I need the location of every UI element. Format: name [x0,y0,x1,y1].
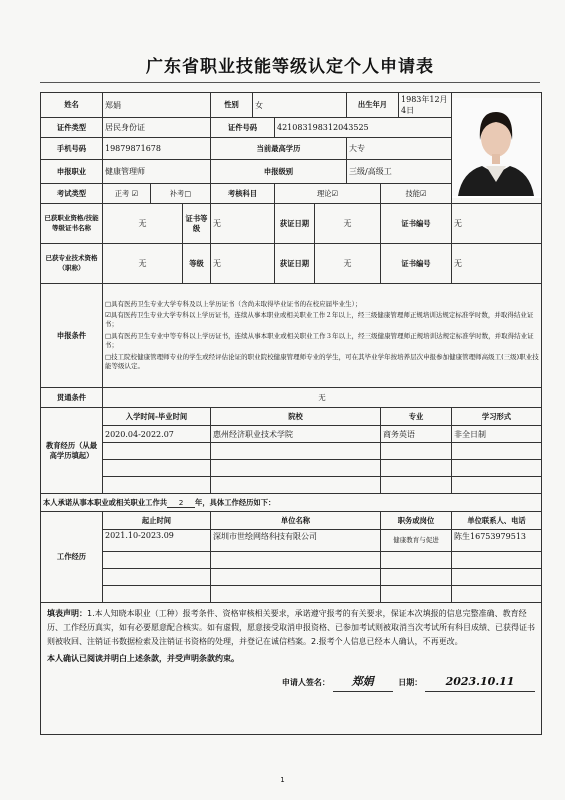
edu-header-major: 专业 [381,408,452,426]
work-header-position: 职务或岗位 [381,512,452,530]
label-id-no: 证件号码 [211,118,275,138]
edu-mode[interactable]: 非全日制 [452,426,542,443]
field-level[interactable]: 三级/高级工 [347,160,452,184]
table-row [41,530,542,552]
checkbox-skill[interactable]: 技能☑ [381,184,452,204]
work-empty-cell[interactable] [103,586,211,603]
work-empty-cell[interactable] [381,569,452,586]
table-row [41,443,542,460]
work-empty-cell[interactable] [452,586,542,603]
field-through[interactable]: 无 [103,388,542,408]
condition-item[interactable]: □技工院校健康管理师专业的学生或经评估论证的职业院校健康管理师专业的学生，可在其毕业学年按培养层次申报参加健康管理师高级工(三级)职业技能等级认定。 [105,352,539,371]
label-level: 申报级别 [211,160,347,184]
label-title-level: 等级 [183,244,211,284]
edu-empty-cell[interactable] [211,477,381,494]
label-held-title: 已获专业技术资格（职称） [41,244,103,284]
work-years-commitment [41,494,542,512]
table-row [41,460,542,477]
declaration-body: 1.本人知晓本职业（工种）报考条件、资格审核相关要求，承诺遵守报考的有关要求，保证本次填报的信息完整准确、教育经历、工作经历真实，如有必要愿意配合核实。如有虚假，愿意接受取消申报资格、已参加考试则被取消当次考试所有科目成绩、已获得证书则被收回、注销证书数据检索及注销证书资格的处理，并登记在诚信档案。2.报考个人信息已经本人确认，不再更改。 [47,609,535,646]
signature-label: 申请人签名： [281,678,330,687]
work-position[interactable]: 健康教育与促进 [381,530,452,552]
field-occupation[interactable]: 健康管理师 [103,160,211,184]
work-empty-cell[interactable] [103,552,211,569]
field-name[interactable]: 郑娟 [103,93,211,118]
field-cert-level[interactable]: 无 [211,204,275,244]
application-form-table [40,92,542,735]
field-gender[interactable]: 女 [253,93,347,118]
label-phone: 手机号码 [41,138,103,160]
condition-item[interactable]: □具有医药卫生专业大学专科及以上学历证书（含尚未取得毕业证书的在校应届毕业生）； [105,299,362,308]
table-row [41,552,542,569]
table-row [41,477,542,494]
work-contact[interactable]: 陈生16753979513 [452,530,542,552]
work-empty-cell[interactable] [211,586,381,603]
title-divider [40,82,540,83]
field-title-level[interactable]: 无 [211,244,275,284]
field-held-title[interactable]: 无 [103,244,183,284]
edu-header-period: 入学时间-毕业时间 [103,408,211,426]
commit-text-post: 年，具体工作经历如下： [195,497,276,507]
edu-empty-cell[interactable] [211,443,381,460]
photo-cell [452,93,542,204]
label-acquire-date: 获证日期 [275,204,315,244]
label-conditions: 申报条件 [41,284,103,388]
edu-empty-cell[interactable] [381,477,452,494]
applicant-photo [452,98,541,198]
work-header-period: 起止时间 [103,512,211,530]
work-empty-cell[interactable] [381,552,452,569]
work-empty-cell[interactable] [211,552,381,569]
work-empty-cell[interactable] [381,586,452,603]
edu-period[interactable]: 2020.04-2022.07 [103,426,211,443]
label-occupation: 申报职业 [41,160,103,184]
checkbox-theory[interactable]: 理论☑ [275,184,381,204]
field-title-acquire-date[interactable]: 无 [315,244,381,284]
form-title: 广东省职业技能等级认定个人申请表 [146,57,434,77]
field-id-no[interactable]: 421083198312043525 [275,118,452,138]
work-header-employer: 单位名称 [211,512,381,530]
signature-line [47,672,535,692]
edu-empty-cell[interactable] [381,460,452,477]
portrait-photo-icon [452,98,540,196]
field-cert-no[interactable]: 无 [452,204,542,244]
table-row [41,586,542,603]
declaration-confirm: 本人确认已阅读并明白上述条款，并受声明条款约束。 [47,654,239,663]
commit-years-field[interactable]: 2 [167,498,195,508]
label-edu-history: 教育经历（从最高学历填起） [41,408,103,494]
work-empty-cell[interactable] [452,552,542,569]
edu-empty-cell[interactable] [452,460,542,477]
edu-empty-cell[interactable] [103,460,211,477]
work-empty-cell[interactable] [103,569,211,586]
field-title-cert-no[interactable]: 无 [452,244,542,284]
label-gender: 性别 [211,93,253,118]
edu-empty-cell[interactable] [103,443,211,460]
edu-empty-cell[interactable] [452,443,542,460]
table-row [41,569,542,586]
conditions-list [103,284,542,388]
label-cert-level: 证书等级 [183,204,211,244]
signature-date[interactable]: 2023.10.11 [425,672,535,692]
checkbox-normal-exam[interactable]: 正考 ☑ [103,184,151,204]
declaration-section [41,603,542,735]
label-exam-type: 考试类型 [41,184,103,204]
edu-empty-cell[interactable] [211,460,381,477]
edu-header-school: 院校 [211,408,381,426]
label-education: 当前最高学历 [211,138,347,160]
edu-major[interactable]: 商务英语 [381,426,452,443]
edu-empty-cell[interactable] [103,477,211,494]
date-label: 日期： [398,678,423,687]
work-period[interactable]: 2021.10-2023.09 [103,530,211,552]
edu-header-mode: 学习形式 [452,408,542,426]
label-through: 贯通条件 [41,388,103,408]
label-name: 姓名 [41,93,103,118]
label-title-cert-no: 证书编号 [381,244,452,284]
field-birth[interactable]: 1983年12月4日 [399,93,452,118]
checkbox-retake-exam[interactable]: 补考□ [151,184,211,204]
work-employer[interactable]: 深圳市世绘网络科技有限公司 [211,530,381,552]
condition-item[interactable]: ☑具有医药卫生专业大学专科以上学历证书，连续从事本职业或相关职业工作２年以上，经三级健康管理师正规培训达规定标准学时数，并取得结业证书； [105,310,534,329]
label-exam-subject: 考核科目 [211,184,275,204]
label-cert-no: 证书编号 [381,204,452,244]
work-empty-cell[interactable] [211,569,381,586]
label-held-cert: 已获职业资格/技能等级证书名称 [41,204,103,244]
edu-school[interactable]: 惠州经济职业技术学院 [211,426,381,443]
field-acquire-date[interactable]: 无 [315,204,381,244]
label-birth: 出生年月 [347,93,399,118]
edu-empty-cell[interactable] [452,477,542,494]
label-id-type: 证件类型 [41,118,103,138]
label-work-history: 工作经历 [41,512,103,603]
field-phone[interactable]: 19879871678 [103,138,211,160]
label-title-acquire-date: 获证日期 [275,244,315,284]
declaration-text [47,607,535,649]
table-row [41,426,542,443]
page-number: 1 [280,776,285,784]
commit-text-pre: 本人承诺从事本职业或相关职业工作共 [43,497,168,507]
edu-empty-cell[interactable] [381,443,452,460]
work-header-contact: 单位联系人、电话 [452,512,542,530]
field-education[interactable]: 大专 [347,138,452,160]
condition-item[interactable]: □具有医药卫生专业中等专科以上学历证书，连续从事本职业或相关职业工作３年以上，经三级健康管理师正规培训达规定标准学时数，并取得结业证书； [105,331,534,350]
field-held-cert[interactable]: 无 [103,204,183,244]
work-empty-cell[interactable] [452,569,542,586]
declaration-heading: 填表声明： [47,609,87,618]
applicant-signature[interactable]: 郑娟 [333,672,393,692]
field-id-type[interactable]: 居民身份证 [103,118,211,138]
